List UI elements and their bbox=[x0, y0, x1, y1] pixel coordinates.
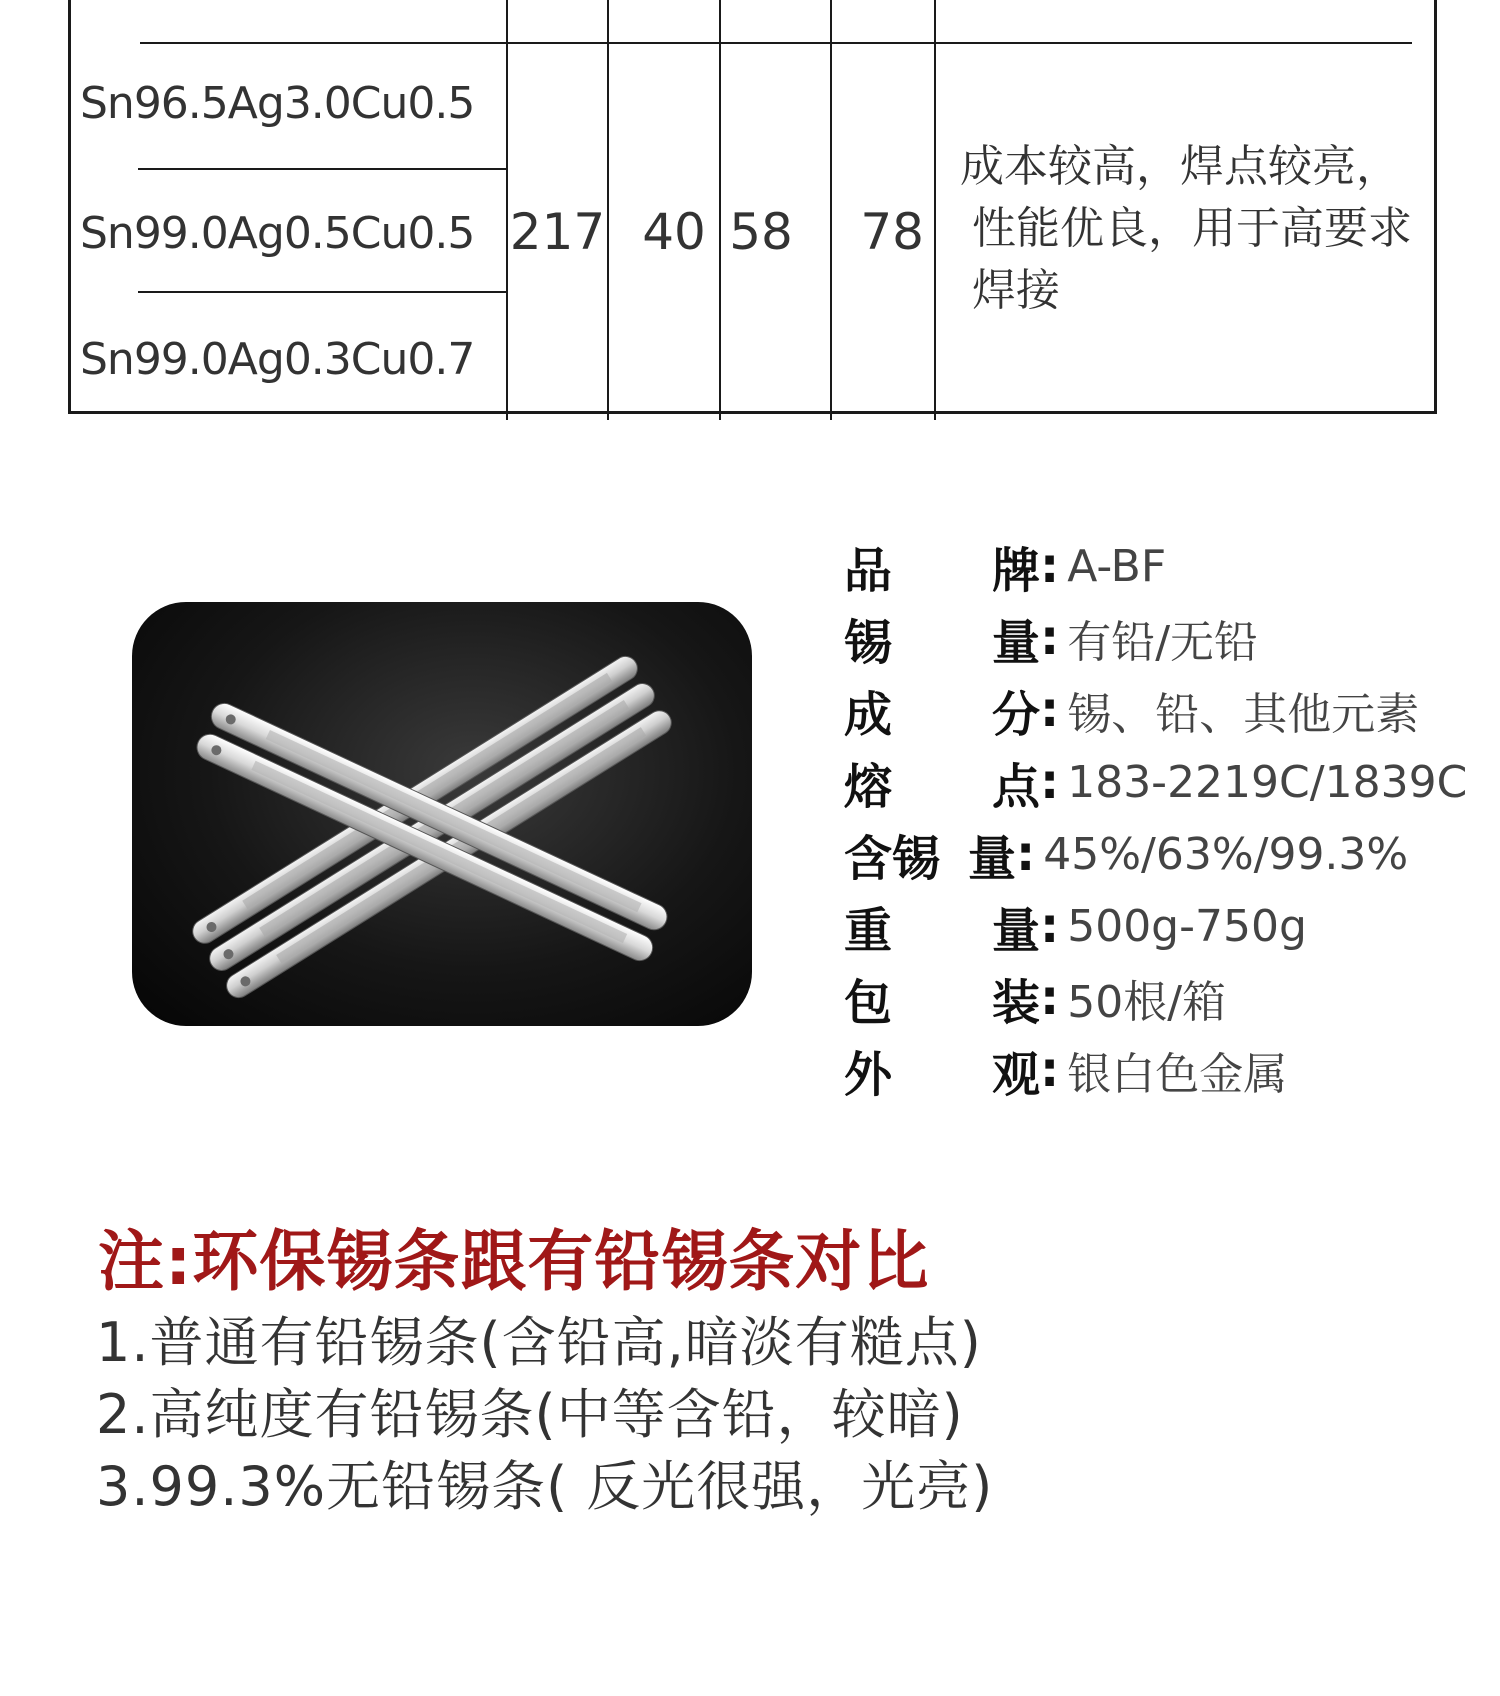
table-bottom-border bbox=[68, 411, 1437, 414]
spec-row-appearance: 外 观 : 银白色金属 bbox=[844, 1034, 1287, 1106]
spec-label: 锡 量 bbox=[844, 614, 1040, 671]
note-item: 2.高纯度有铅锡条(中等含铅，较暗) bbox=[96, 1383, 964, 1446]
spec-value-composition: 锡、铅、其他元素 bbox=[1067, 689, 1420, 740]
spec-value-tin: 有铅/无铅 bbox=[1067, 617, 1259, 668]
table-value: 58 bbox=[729, 203, 793, 261]
spec-row-tin-content: 含锡 量 : 45%/63%/99.3% bbox=[844, 818, 1408, 890]
spec-label: 含锡 量 bbox=[844, 830, 1016, 887]
spec-row-composition: 成 分 : 锡、铅、其他元素 bbox=[844, 674, 1419, 746]
table-value: 78 bbox=[860, 203, 924, 261]
alloy-name: Sn99.0Ag0.5Cu0.5 bbox=[80, 208, 475, 259]
spec-label: 品 牌 bbox=[844, 542, 1040, 599]
spec-value-appearance: 银白色金属 bbox=[1067, 1049, 1288, 1100]
solder-bars-icon bbox=[132, 602, 752, 1026]
spec-value-melting-point: 183-2219C/1839C bbox=[1067, 756, 1468, 808]
solder-bars-photo bbox=[132, 602, 752, 1026]
spec-label: 包 装 bbox=[844, 974, 1040, 1031]
spec-row-weight: 重 量 : 500g-750g bbox=[844, 890, 1307, 962]
spec-label: 外 观 bbox=[844, 1046, 1040, 1103]
spec-label: 成 分 bbox=[844, 686, 1040, 743]
table-row-divider bbox=[138, 168, 507, 170]
note-item: 3.99.3%无铅锡条( 反光很强，光亮) bbox=[96, 1455, 994, 1518]
table-col-divider bbox=[934, 0, 936, 420]
spec-value-tin-content: 45%/63%/99.3% bbox=[1043, 828, 1409, 880]
melting-point-value: 217 bbox=[509, 203, 606, 261]
description-line: 焊接 bbox=[972, 265, 1060, 316]
spec-row-melting-point: 熔 点 : 183-2219C/1839C bbox=[844, 746, 1467, 818]
spec-value-packaging: 50根/箱 bbox=[1067, 977, 1227, 1028]
table-right-border bbox=[1434, 0, 1437, 414]
table-row-divider bbox=[138, 291, 507, 293]
note-title: 注:环保锡条跟有铅锡条对比 bbox=[98, 1223, 930, 1300]
note-item: 1.普通有铅锡条(含铅高,暗淡有糙点) bbox=[96, 1311, 982, 1374]
spec-row-tin: 锡 量 : 有铅/无铅 bbox=[844, 602, 1258, 674]
description-line: 性能优良，用于高要求 bbox=[972, 203, 1412, 254]
spec-value-weight: 500g-750g bbox=[1067, 900, 1307, 952]
alloy-name: Sn99.0Ag0.3Cu0.7 bbox=[80, 334, 475, 385]
spec-row-packaging: 包 装 : 50根/箱 bbox=[844, 962, 1226, 1034]
table-row-divider bbox=[140, 42, 1412, 44]
alloy-name: Sn96.5Ag3.0Cu0.5 bbox=[80, 78, 475, 129]
table-left-border bbox=[68, 0, 71, 414]
spec-label: 重 量 bbox=[844, 902, 1040, 959]
spec-row-brand: 品 牌 : A-BF bbox=[844, 530, 1166, 602]
table-description bbox=[960, 136, 1412, 322]
spec-label: 熔 点 bbox=[844, 758, 1040, 815]
description-line: 成本较高，焊点较亮， bbox=[960, 141, 1400, 192]
composition-table bbox=[0, 0, 1500, 420]
spec-value-brand: A-BF bbox=[1067, 540, 1167, 592]
table-value: 40 bbox=[642, 203, 706, 261]
